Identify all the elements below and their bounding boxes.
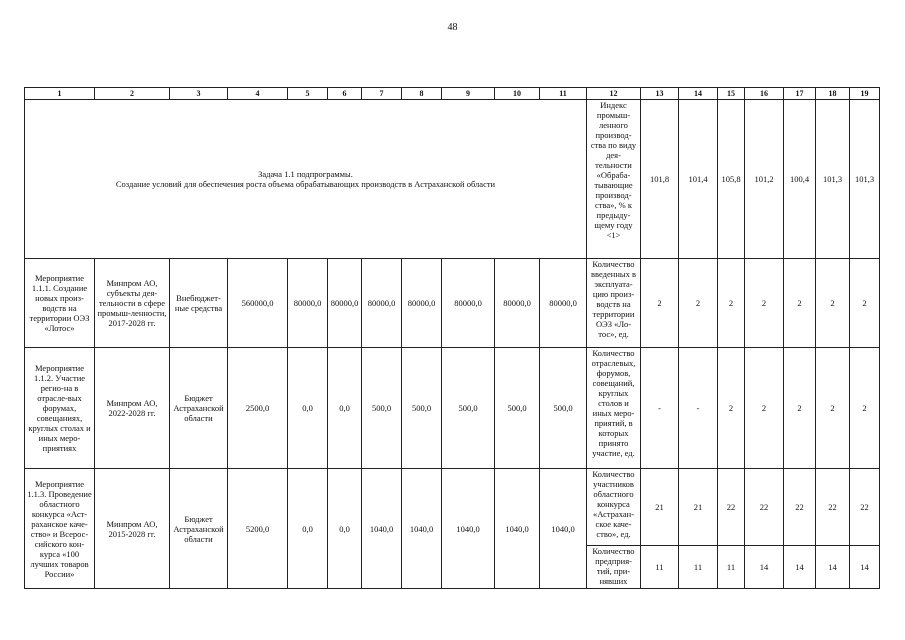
- column-number: 15: [718, 88, 745, 100]
- column-number: 16: [745, 88, 784, 100]
- indicator-value: 22: [745, 469, 784, 546]
- total-cell: 560000,0: [228, 259, 288, 348]
- year-value: 1040,0: [540, 469, 587, 589]
- task-title: [25, 100, 587, 259]
- year-value: 80000,0: [495, 259, 540, 348]
- indicator-value: 101,3: [850, 100, 880, 259]
- source-cell: Бюджет Астраханской области: [170, 348, 228, 469]
- table-row: [25, 348, 880, 469]
- indicator-value: -: [679, 348, 718, 469]
- year-value: 500,0: [540, 348, 587, 469]
- column-number: 12: [587, 88, 641, 100]
- indicator-value: 105,8: [718, 100, 745, 259]
- column-number: 8: [402, 88, 442, 100]
- indicator-value: 101,8: [641, 100, 679, 259]
- year-value: 80000,0: [362, 259, 402, 348]
- indicator-value: 100,4: [784, 100, 816, 259]
- column-number: 7: [362, 88, 402, 100]
- indicator-value: 22: [850, 469, 880, 546]
- indicator-value: 2: [679, 259, 718, 348]
- year-value: 1040,0: [402, 469, 442, 589]
- indicator-value: 22: [816, 469, 850, 546]
- total-cell: 2500,0: [228, 348, 288, 469]
- indicator-value: -: [641, 348, 679, 469]
- year-value: 0,0: [328, 469, 362, 589]
- indicator-value: 11: [679, 546, 718, 589]
- column-number: 1: [25, 88, 95, 100]
- year-value: 500,0: [362, 348, 402, 469]
- indicator-value: 2: [816, 259, 850, 348]
- year-value: 500,0: [495, 348, 540, 469]
- table-row: [25, 469, 880, 546]
- column-number: 9: [442, 88, 495, 100]
- column-number: 4: [228, 88, 288, 100]
- column-number: 17: [784, 88, 816, 100]
- task-title-line2: Создание условий для обеспечения роста объема обрабатывающих производств в Астраханской области: [115, 179, 496, 189]
- year-value: 0,0: [288, 348, 328, 469]
- indicator-value: 2: [641, 259, 679, 348]
- year-value: 80000,0: [442, 259, 495, 348]
- year-value: 1040,0: [362, 469, 402, 589]
- executor-cell: Минпром АО, 2015-2028 гг.: [95, 469, 170, 589]
- column-number: 11: [540, 88, 587, 100]
- column-number: 18: [816, 88, 850, 100]
- column-number-row: [25, 88, 880, 100]
- year-value: 80000,0: [402, 259, 442, 348]
- year-value: 500,0: [442, 348, 495, 469]
- measure-cell: Мероприятие 1.1.3. Проведение областного конкурса «Аст-раханское каче-ство» и Всерос-сийского кон-курса «100 лучших товаров России»: [25, 469, 95, 589]
- indicator-value: 21: [641, 469, 679, 546]
- indicator-value: 101,3: [816, 100, 850, 259]
- source-cell: Бюджет Астраханской области: [170, 469, 228, 589]
- indicator-value: 14: [816, 546, 850, 589]
- indicator-value: 14: [784, 546, 816, 589]
- indicator-value: 2: [745, 348, 784, 469]
- indicator-cell: Количество предприя-тий, при-нявших: [587, 546, 641, 589]
- column-number: 6: [328, 88, 362, 100]
- table-row: [25, 259, 880, 348]
- page-number: 48: [447, 22, 458, 33]
- task-row: [25, 100, 880, 259]
- total-cell: 5200,0: [228, 469, 288, 589]
- column-number: 13: [641, 88, 679, 100]
- task-title-line1: Задача 1.1 подпрограммы.: [258, 169, 353, 179]
- indicator-value: 2: [784, 259, 816, 348]
- indicator-value: 2: [718, 348, 745, 469]
- indicator-value: 101,4: [679, 100, 718, 259]
- indicator-value: 22: [784, 469, 816, 546]
- year-value: 80000,0: [288, 259, 328, 348]
- indicator-cell: Количество введенных в эксплуата-цию произ-водств на территории ОЭЗ «Ло-тос», ед.: [587, 259, 641, 348]
- measure-cell: Мероприятие 1.1.2. Участие регио-на в отрасле-вых форумах, совещаниях, круглых столах и иных меро-приятиях: [25, 348, 95, 469]
- indicator-value: 22: [718, 469, 745, 546]
- indicator-cell: Количество участников областного конкурса «Астрахан-ское каче-ство», ед.: [587, 469, 641, 546]
- year-value: 0,0: [288, 469, 328, 589]
- program-table: [24, 87, 880, 589]
- indicator-value: 2: [816, 348, 850, 469]
- column-number: 10: [495, 88, 540, 100]
- year-value: 80000,0: [328, 259, 362, 348]
- year-value: 1040,0: [495, 469, 540, 589]
- year-value: 0,0: [328, 348, 362, 469]
- indicator-value: 2: [745, 259, 784, 348]
- column-number: 19: [850, 88, 880, 100]
- column-number: 2: [95, 88, 170, 100]
- indicator-value: 101,2: [745, 100, 784, 259]
- year-value: 500,0: [402, 348, 442, 469]
- indicator-value: 2: [784, 348, 816, 469]
- column-number: 3: [170, 88, 228, 100]
- indicator-value: 14: [850, 546, 880, 589]
- indicator-value: 2: [850, 348, 880, 469]
- indicator-value: 11: [718, 546, 745, 589]
- indicator-cell: Индекс промыш-ленного производ-ства по виду дея-тельности «Обраба-тывающие производ-ства», % к предыду-щему году <1>: [587, 100, 641, 259]
- indicator-value: 2: [718, 259, 745, 348]
- indicator-value: 21: [679, 469, 718, 546]
- column-number: 5: [288, 88, 328, 100]
- measure-cell: Мероприятие 1.1.1. Создание новых произ-водств на территории ОЭЗ «Лотос»: [25, 259, 95, 348]
- executor-cell: Минпром АО, субъекты дея-тельности в сфере промыш-ленности, 2017-2028 гг.: [95, 259, 170, 348]
- executor-cell: Минпром АО, 2022-2028 гг.: [95, 348, 170, 469]
- column-number: 14: [679, 88, 718, 100]
- source-cell: Внебюджет-ные средства: [170, 259, 228, 348]
- indicator-value: 14: [745, 546, 784, 589]
- indicator-value: 11: [641, 546, 679, 589]
- year-value: 80000,0: [540, 259, 587, 348]
- indicator-value: 2: [850, 259, 880, 348]
- year-value: 1040,0: [442, 469, 495, 589]
- indicator-cell: Количество отраслевых, форумов, совещаний, круглых столов и иных меро-приятий, в которых принято участие, ед.: [587, 348, 641, 469]
